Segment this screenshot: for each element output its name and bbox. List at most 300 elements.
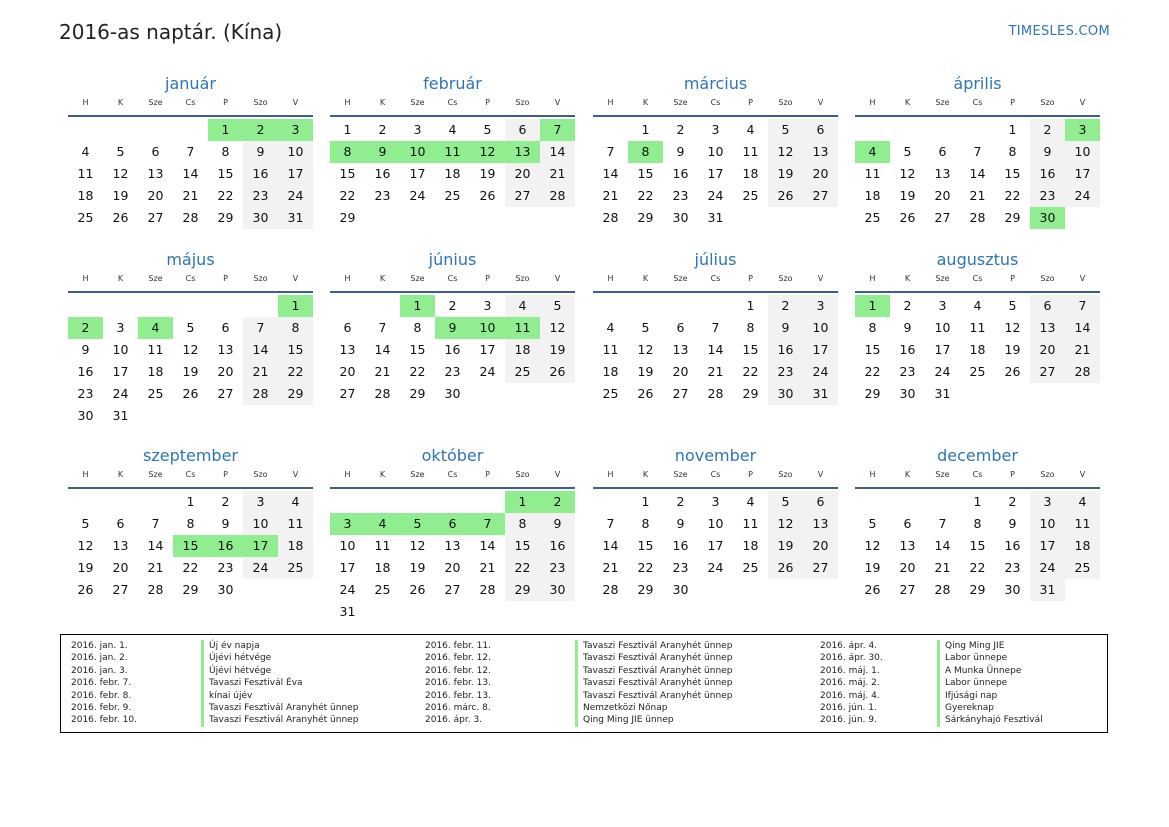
day-cell: 13	[1030, 317, 1065, 339]
day-cell: 25	[1065, 557, 1100, 579]
weekday-label: Szo	[778, 470, 793, 479]
day-cell: 19	[1004, 342, 1021, 357]
day-cell: 18	[602, 364, 619, 379]
day-cell: 29	[505, 579, 540, 601]
day-cell: 22	[637, 560, 654, 575]
legend-names-col-1	[201, 640, 358, 727]
weekday-label: P	[485, 470, 490, 479]
day-cell: 7	[1065, 295, 1100, 317]
day-cell: 19	[409, 560, 426, 575]
day-cell: 25	[147, 386, 164, 401]
day-cell: 9	[1030, 141, 1065, 163]
day-cell: 25	[374, 582, 391, 597]
day-grid	[330, 295, 575, 405]
day-cell: 17	[409, 166, 426, 181]
weekday-label: K	[642, 274, 649, 283]
day-cell: 31	[707, 210, 724, 225]
day-grid	[855, 491, 1100, 601]
weekday-label: K	[379, 98, 386, 107]
day-cell: 12	[182, 342, 199, 357]
day-cell: 6	[505, 119, 540, 141]
day-cell: 9	[903, 320, 912, 335]
month-name: március	[683, 74, 748, 93]
day-cell: 19	[540, 339, 575, 361]
weekday-label: V	[292, 470, 299, 479]
weekday-label: H	[869, 274, 876, 283]
day-cell: 28	[243, 383, 278, 405]
day-cell: 19	[77, 560, 94, 575]
day-cell: 7	[243, 317, 278, 339]
month-6	[330, 249, 575, 405]
day-cell: 19	[899, 188, 916, 203]
day-cell: 18	[864, 188, 881, 203]
day-cell: 12	[112, 166, 129, 181]
day-cell: 30	[77, 408, 94, 423]
legend-holiday-name: Tavaszi Fesztivál Aranyhét ünnep	[209, 702, 359, 713]
day-cell: 10	[934, 320, 951, 335]
holiday-day-cell: 11	[505, 317, 540, 339]
weekday-label: Sze	[410, 470, 425, 479]
day-cell: 17	[707, 538, 724, 553]
legend-date: 2016. febr. 10.	[71, 715, 137, 726]
day-cell: 1	[641, 494, 650, 509]
weekday-header	[68, 95, 313, 117]
day-cell: 28	[602, 582, 619, 597]
weekday-header	[330, 467, 575, 489]
day-cell: 4	[746, 494, 755, 509]
day-cell: 15	[637, 538, 654, 553]
day-cell: 7	[938, 516, 947, 531]
weekday-label: H	[344, 274, 351, 283]
legend-date: 2016. febr. 11.	[425, 641, 491, 651]
legend-holiday-name: Tavaszi Fesztivál Aranyhét ünnep	[583, 665, 733, 676]
day-cell: 27	[803, 185, 838, 207]
day-cell: 27	[147, 210, 164, 225]
legend-holiday-name: Gyereknap	[945, 702, 995, 713]
day-cell: 23	[1004, 560, 1021, 575]
day-cell: 8	[973, 516, 982, 531]
weekday-label: Sze	[148, 470, 163, 479]
day-cell: 8	[221, 144, 230, 159]
day-cell: 15	[637, 166, 654, 181]
legend-date: 2016. máj. 4.	[820, 690, 880, 701]
day-cell: 6	[116, 516, 125, 531]
day-cell: 18	[1065, 535, 1100, 557]
weekday-label: H	[607, 274, 614, 283]
day-cell: 29	[637, 582, 654, 597]
weekday-label: P	[1010, 470, 1015, 479]
day-cell: 27	[112, 582, 129, 597]
weekday-label: Szo	[515, 470, 530, 479]
weekday-label: K	[117, 470, 124, 479]
month-4	[855, 73, 1100, 229]
day-cell: 28	[374, 386, 391, 401]
day-cell: 12	[768, 513, 803, 535]
weekday-label: Sze	[935, 98, 950, 107]
day-cell: 23	[217, 560, 234, 575]
day-cell: 14	[479, 538, 496, 553]
day-cell: 20	[112, 560, 129, 575]
day-cell: 21	[934, 560, 951, 575]
weekday-label: P	[748, 98, 753, 107]
weekday-label: V	[817, 274, 824, 283]
day-cell: 13	[934, 166, 951, 181]
day-cell: 7	[973, 144, 982, 159]
legend-date: 2016. jan. 2.	[71, 653, 128, 664]
holiday-day-cell: 9	[435, 317, 470, 339]
day-cell: 18	[742, 538, 759, 553]
day-cell: 12	[637, 342, 654, 357]
day-cell: 26	[768, 557, 803, 579]
weekday-label: K	[904, 98, 911, 107]
day-cell: 26	[864, 582, 881, 597]
holiday-day-cell: 8	[628, 141, 663, 163]
weekday-label: Cs	[710, 470, 721, 479]
legend-holiday-name: kínai újév	[209, 690, 253, 701]
day-cell: 29	[217, 210, 234, 225]
day-cell: 11	[147, 342, 164, 357]
day-cell: 5	[483, 122, 492, 137]
day-grid	[855, 295, 1100, 405]
day-cell: 7	[606, 516, 615, 531]
month-name: október	[421, 446, 484, 465]
legend-date: 2016. febr. 13.	[425, 690, 491, 701]
day-cell: 25	[969, 364, 986, 379]
day-cell: 12	[540, 317, 575, 339]
day-cell: 17	[1030, 535, 1065, 557]
day-cell: 26	[768, 185, 803, 207]
legend-holiday-name: Tavaszi Fesztivál Aranyhét ünnep	[209, 715, 359, 726]
weekday-label: V	[817, 98, 824, 107]
day-cell: 5	[868, 516, 877, 531]
day-cell: 25	[864, 210, 881, 225]
day-cell: 14	[182, 166, 199, 181]
month-name: július	[694, 250, 737, 269]
legend-holiday-name: Új év napja	[209, 641, 260, 651]
holiday-day-cell: 10	[400, 141, 435, 163]
day-cell: 10	[1065, 141, 1100, 163]
weekday-label: Sze	[935, 274, 950, 283]
day-cell: 28	[969, 210, 986, 225]
day-cell: 24	[1065, 185, 1100, 207]
legend-date: 2016. jan. 3.	[71, 665, 128, 676]
day-cell: 18	[742, 166, 759, 181]
weekday-label: Sze	[673, 274, 688, 283]
holiday-day-cell: 6	[435, 513, 470, 535]
day-cell: 12	[1004, 320, 1021, 335]
day-cell: 1	[343, 122, 352, 137]
day-cell: 8	[413, 320, 422, 335]
day-cell: 2	[221, 494, 230, 509]
day-cell: 15	[339, 166, 356, 181]
weekday-header	[855, 467, 1100, 489]
day-cell: 27	[444, 582, 461, 597]
day-cell: 4	[278, 491, 313, 513]
day-cell: 2	[676, 122, 685, 137]
weekday-label: V	[554, 274, 561, 283]
weekday-label: P	[223, 98, 228, 107]
day-cell: 19	[637, 364, 654, 379]
day-cell: 12	[768, 141, 803, 163]
day-cell: 9	[768, 317, 803, 339]
legend-date: 2016. jún. 9.	[820, 715, 877, 726]
day-cell: 6	[676, 320, 685, 335]
day-cell: 13	[899, 538, 916, 553]
day-cell: 17	[278, 163, 313, 185]
day-cell: 20	[1030, 339, 1065, 361]
weekday-label: V	[817, 470, 824, 479]
legend-date: 2016. febr. 13.	[425, 678, 491, 689]
day-cell: 30	[540, 579, 575, 601]
day-cell: 15	[864, 342, 881, 357]
day-cell: 31	[339, 604, 356, 619]
day-cell: 1	[1008, 122, 1017, 137]
day-cell: 5	[116, 144, 125, 159]
day-cell: 22	[505, 557, 540, 579]
day-cell: 8	[868, 320, 877, 335]
day-cell: 6	[151, 144, 160, 159]
holiday-day-cell: 1	[278, 295, 313, 317]
day-cell: 21	[969, 188, 986, 203]
day-cell: 21	[540, 163, 575, 185]
day-cell: 30	[1004, 582, 1021, 597]
day-cell: 21	[374, 364, 391, 379]
weekday-label: Szo	[778, 98, 793, 107]
day-cell: 25	[444, 188, 461, 203]
day-cell: 30	[768, 383, 803, 405]
day-cell: 11	[864, 166, 881, 181]
holiday-day-cell: 3	[1065, 119, 1100, 141]
day-cell: 23	[77, 386, 94, 401]
weekday-label: Cs	[710, 274, 721, 283]
day-cell: 15	[409, 342, 426, 357]
legend-date: 2016. ápr. 4.	[820, 641, 878, 651]
day-cell: 8	[641, 516, 650, 531]
day-cell: 17	[1065, 163, 1100, 185]
holiday-day-cell: 2	[243, 119, 278, 141]
day-cell: 18	[444, 166, 461, 181]
weekday-label: P	[748, 274, 753, 283]
day-cell: 17	[803, 339, 838, 361]
day-grid	[593, 119, 838, 229]
day-cell: 25	[278, 557, 313, 579]
day-cell: 14	[1065, 317, 1100, 339]
day-cell: 23	[672, 188, 689, 203]
month-name: június	[428, 250, 477, 269]
day-grid	[855, 119, 1100, 229]
day-cell: 20	[934, 188, 951, 203]
day-cell: 14	[969, 166, 986, 181]
day-cell: 25	[505, 361, 540, 383]
day-cell: 14	[243, 339, 278, 361]
day-cell: 12	[864, 538, 881, 553]
month-12	[855, 445, 1100, 601]
day-cell: 14	[540, 141, 575, 163]
day-cell: 28	[540, 185, 575, 207]
day-cell: 24	[803, 361, 838, 383]
weekday-label: Cs	[447, 98, 458, 107]
day-cell: 9	[81, 342, 90, 357]
day-cell: 14	[602, 166, 619, 181]
day-cell: 28	[934, 582, 951, 597]
weekday-label: V	[292, 98, 299, 107]
holiday-day-cell: 16	[208, 535, 243, 557]
day-cell: 30	[899, 386, 916, 401]
weekday-label: Szo	[778, 274, 793, 283]
day-cell: 23	[1030, 185, 1065, 207]
day-cell: 16	[374, 166, 391, 181]
weekday-label: Cs	[972, 98, 983, 107]
day-cell: 24	[278, 185, 313, 207]
weekday-header	[855, 95, 1100, 117]
month-11	[593, 445, 838, 601]
day-cell: 22	[742, 364, 759, 379]
weekday-label: Cs	[447, 470, 458, 479]
weekday-label: Sze	[410, 274, 425, 283]
day-cell: 13	[803, 141, 838, 163]
weekday-header	[593, 467, 838, 489]
day-cell: 14	[934, 538, 951, 553]
day-cell: 9	[540, 513, 575, 535]
month-8	[855, 249, 1100, 405]
day-cell: 4	[606, 320, 615, 335]
month-7	[593, 249, 838, 405]
holiday-legend	[60, 634, 1108, 733]
day-cell: 19	[864, 560, 881, 575]
day-cell: 23	[899, 364, 916, 379]
legend-dates-col-1	[71, 640, 137, 727]
legend-holiday-name: A Munka Ünnepe	[945, 665, 1022, 676]
day-cell: 14	[374, 342, 391, 357]
day-cell: 29	[182, 582, 199, 597]
weekday-label: H	[344, 98, 351, 107]
day-cell: 30	[243, 207, 278, 229]
weekday-label: Szo	[1040, 470, 1055, 479]
day-cell: 30	[444, 386, 461, 401]
day-cell: 20	[339, 364, 356, 379]
day-cell: 21	[182, 188, 199, 203]
day-cell: 13	[112, 538, 129, 553]
day-cell: 20	[672, 364, 689, 379]
legend-date: 2016. máj. 1.	[820, 665, 880, 676]
weekday-label: Sze	[673, 98, 688, 107]
month-2	[330, 73, 575, 229]
day-cell: 14	[602, 538, 619, 553]
day-cell: 19	[768, 535, 803, 557]
legend-holiday-name: Tavaszi Fesztivál Aranyhét ünnep	[583, 641, 733, 651]
day-cell: 19	[768, 163, 803, 185]
day-cell: 3	[711, 122, 720, 137]
day-cell: 8	[505, 513, 540, 535]
day-cell: 24	[243, 557, 278, 579]
day-cell: 10	[243, 513, 278, 535]
day-cell: 16	[1030, 163, 1065, 185]
holiday-day-cell: 15	[173, 535, 208, 557]
day-cell: 30	[672, 210, 689, 225]
day-cell: 14	[707, 342, 724, 357]
weekday-label: Szo	[1040, 274, 1055, 283]
day-cell: 5	[186, 320, 195, 335]
day-cell: 9	[676, 516, 685, 531]
day-cell: 5	[540, 295, 575, 317]
day-cell: 7	[606, 144, 615, 159]
weekday-label: V	[1079, 470, 1086, 479]
day-cell: 20	[147, 188, 164, 203]
day-cell: 17	[479, 342, 496, 357]
day-cell: 18	[147, 364, 164, 379]
day-cell: 13	[147, 166, 164, 181]
day-cell: 11	[278, 513, 313, 535]
weekday-label: Szo	[253, 98, 268, 107]
day-cell: 20	[803, 163, 838, 185]
day-cell: 3	[243, 491, 278, 513]
day-cell: 22	[217, 188, 234, 203]
day-cell: 28	[1065, 361, 1100, 383]
legend-holiday-name: Qing Ming JIE	[945, 641, 1005, 651]
day-cell: 27	[899, 582, 916, 597]
day-cell: 3	[413, 122, 422, 137]
month-name: április	[953, 74, 1002, 93]
day-cell: 2	[768, 295, 803, 317]
weekday-label: V	[1079, 274, 1086, 283]
day-cell: 5	[768, 491, 803, 513]
day-cell: 13	[672, 342, 689, 357]
site-link[interactable]: TIMESLES.COM	[1008, 24, 1110, 39]
day-cell: 29	[1004, 210, 1021, 225]
day-cell: 16	[77, 364, 94, 379]
day-cell: 7	[151, 516, 160, 531]
day-cell: 29	[637, 210, 654, 225]
holiday-day-cell: 4	[365, 513, 400, 535]
month-9	[68, 445, 313, 601]
weekday-label: Szo	[253, 274, 268, 283]
day-cell: 29	[339, 210, 356, 225]
weekday-label: P	[223, 274, 228, 283]
holiday-day-cell: 1	[208, 119, 243, 141]
day-cell: 30	[217, 582, 234, 597]
month-3	[593, 73, 838, 229]
day-cell: 8	[186, 516, 195, 531]
day-cell: 15	[969, 538, 986, 553]
holiday-day-cell: 11	[435, 141, 470, 163]
holiday-day-cell: 2	[68, 317, 103, 339]
day-cell: 24	[112, 386, 129, 401]
weekday-label: V	[554, 98, 561, 107]
day-cell: 28	[147, 582, 164, 597]
day-cell: 3	[803, 295, 838, 317]
legend-date: 2016. febr. 9.	[71, 702, 132, 713]
day-cell: 27	[672, 386, 689, 401]
day-cell: 18	[505, 339, 540, 361]
weekday-label: Szo	[1040, 98, 1055, 107]
day-cell: 16	[899, 342, 916, 357]
holiday-day-cell: 3	[330, 513, 365, 535]
legend-date: 2016. febr. 8.	[71, 690, 132, 701]
legend-names-col-3	[937, 640, 1043, 727]
day-cell: 16	[243, 163, 278, 185]
day-cell: 15	[505, 535, 540, 557]
weekday-label: K	[904, 470, 911, 479]
month-name: január	[165, 74, 216, 93]
day-cell: 3	[116, 320, 125, 335]
day-grid	[593, 295, 838, 405]
legend-holiday-name: Ifjúsági nap	[945, 690, 998, 701]
day-cell: 17	[112, 364, 129, 379]
legend-holiday-name: Tavaszi Fesztivál Aranyhét ünnep	[583, 678, 733, 689]
holiday-day-cell: 4	[855, 141, 890, 163]
day-cell: 2	[1030, 119, 1065, 141]
weekday-label: K	[379, 274, 386, 283]
